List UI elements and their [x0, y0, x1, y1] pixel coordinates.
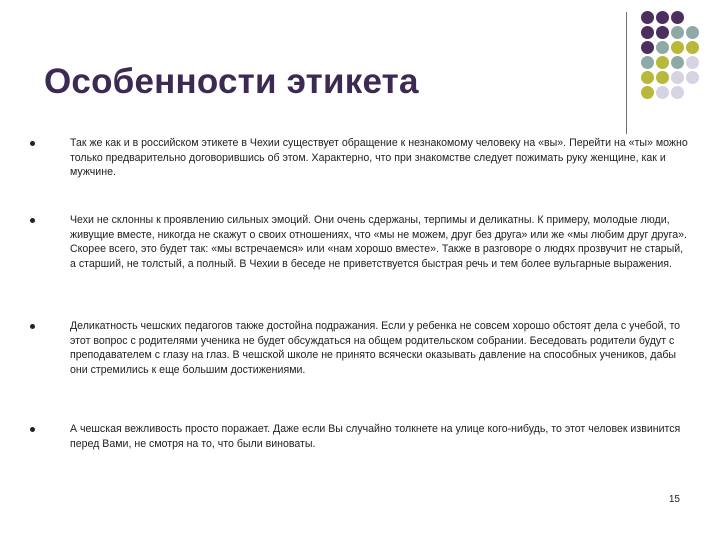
- decorative-dot: [656, 11, 669, 24]
- decorative-dot: [671, 86, 684, 99]
- page-number: 15: [668, 494, 680, 505]
- bullet-dot-icon: [30, 218, 35, 223]
- bullet-dot-icon: [30, 324, 35, 329]
- decorative-dot: [671, 41, 684, 54]
- decorative-dot: [671, 56, 684, 69]
- bullet-text: А чешская вежливость просто поражает. Даже если Вы случайно толкнете на улице кого-нибудь, то этот человек извинится перед Вами, не смотря на то, что были виноваты.: [70, 423, 681, 450]
- slide-title: Особенности этикета: [44, 62, 419, 101]
- decorative-dot: [671, 26, 684, 39]
- decorative-dot: [656, 86, 669, 99]
- bullet-text: Так же как и в российском этикете в Чехии существует обращение к незнакомому человеку на «вы». Перейти на «ты» можно только предварительно договорившись об этом. Характерно, что при знакомстве следует пожимать руку женщине, как и мужчине.: [70, 137, 688, 179]
- decorative-dot: [641, 11, 654, 24]
- bullet-dot-icon: [30, 141, 35, 146]
- decorative-dot: [641, 71, 654, 84]
- decorative-dot-grid: [641, 11, 713, 103]
- decorative-divider-line: [626, 12, 627, 134]
- decorative-dot: [686, 26, 699, 39]
- decorative-dot: [671, 71, 684, 84]
- decorative-dot: [686, 71, 699, 84]
- bullet-dot-icon: [30, 427, 35, 432]
- decorative-dot: [686, 56, 699, 69]
- decorative-dot: [641, 86, 654, 99]
- decorative-dot: [671, 11, 684, 24]
- decorative-dot: [656, 56, 669, 69]
- bullet-text: Деликатность чешских педагогов также достойна подражания. Если у ребенка не совсем хорошо обстоят дела с учебой, то этот вопрос с родителями ученика не будет обсуждаться на общем родительском собрании. Беседовать родители будут с преподавателем с глазу на глаз. В чешской школе не принято всячески оказывать давление на способных учеников, дабы они стремились к еще большим достижениями.: [70, 320, 681, 376]
- decorative-dot: [656, 41, 669, 54]
- decorative-dot: [641, 41, 654, 54]
- bullet-text: Чехи не склонны к проявлению сильных эмоций. Они очень сдержаны, терпимы и деликатны. К примеру, молодые люди, живущие вместе, никогда не скажут о своих отношениях, что «мы не можем, друг без друга» или же «мы любим друг друга». Скорее всего, это будет так: «мы встречаемся» или «нам хорошо вместе». Также в разговоре о людях прозвучит не старый, а старший, не толстый, а полный. В Чехии в беседе не приветствуется быстрая речь и тем более вульгарные выражения.: [70, 214, 687, 270]
- decorative-dot: [641, 26, 654, 39]
- decorative-dot: [656, 26, 669, 39]
- decorative-dot: [686, 41, 699, 54]
- decorative-dot: [656, 71, 669, 84]
- decorative-dot: [641, 56, 654, 69]
